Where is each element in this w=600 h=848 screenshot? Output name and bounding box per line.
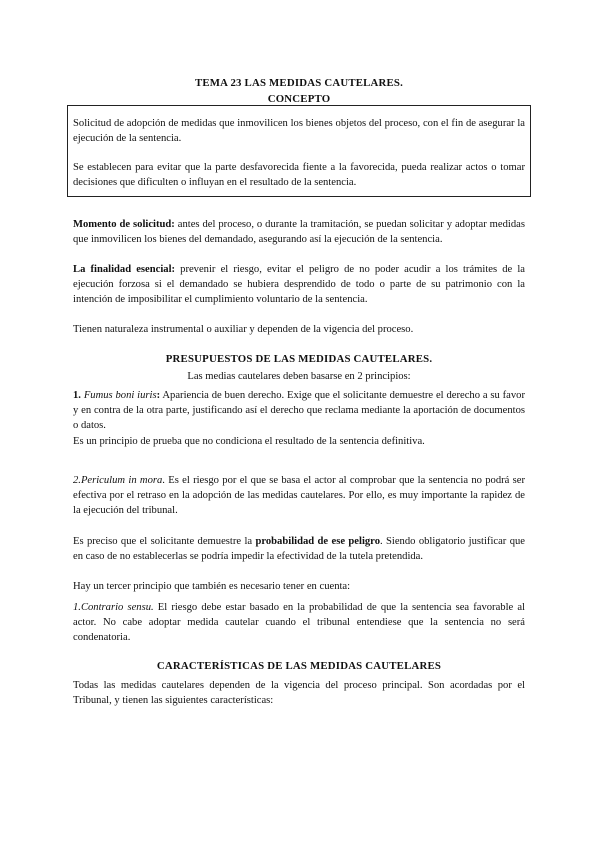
- paragraph-tercer: Hay un tercer principio que también es necesario tener en cuenta:: [73, 581, 351, 592]
- document-title: TEMA 23 LAS MEDIDAS CAUTELARES.: [194, 77, 404, 89]
- paragraph-periculum: [73, 473, 525, 518]
- concept-box: [67, 105, 531, 197]
- fumus-colon: :: [156, 390, 161, 401]
- section-heading-concepto: CONCEPTO: [267, 93, 331, 105]
- paragraph-contrario: [73, 600, 525, 645]
- finalidad-text: prevenir el riesgo, evitar el peligro de no poder acudir a los trámites de la ejecución forzosa si el demandado se hubiera desprendido de todo o parte de su patrimonio con la intención de imposibilitar el cumplimiento voluntario de la sentencia.: [73, 264, 525, 305]
- paragraph-momento: [73, 217, 525, 247]
- section-heading-presupuestos: PRESUPUESTOS DE LAS MEDIDAS CAUTELARES.: [165, 353, 433, 365]
- presupuestos-intro: Las medias cautelares deben basarse en 2 principios:: [187, 371, 411, 382]
- paragraph-finalidad: [73, 262, 525, 307]
- concept-definition: Solicitud de adopción de medidas que inmovilicen los bienes objetos del proceso, con el fin de asegurar la ejecución de la sentencia.: [73, 118, 525, 144]
- paragraph-caracteristicas: Todas las medidas cautelares dependen de la vigencia del proceso principal. Son acordadas por el Tribunal, y tienen las siguientes características:: [73, 680, 525, 706]
- periculum-term: 2.Periculum in mora: [73, 475, 163, 486]
- momento-text: antes del proceso, o durante la tramitación, se puedan solicitar y adoptar medidas que inmovilicen los bienes del demandado, asegurando así la ejecución de la sentencia.: [73, 219, 525, 245]
- finalidad-label: La finalidad esencial:: [73, 264, 176, 275]
- paragraph-fumus: [73, 388, 525, 433]
- fumus-note: Es un principio de prueba que no condiciona el resultado de la sentencia definitiva.: [73, 436, 425, 447]
- concept-purpose: Se establecen para evitar que la parte desfavorecida fiente a la favorecida, pueda realizar actos o tomar decisiones que dificulten o influyan en el resultado de la sentencia.: [73, 162, 525, 188]
- contrario-term: 1.Contrario sensu.: [73, 602, 154, 613]
- preciso-before: Es preciso que el solicitante demuestre la: [73, 536, 256, 547]
- paragraph-preciso: [73, 534, 525, 564]
- fumus-text: Apariencia de buen derecho. Exige que el solicitante demuestre el derecho a su favor y en contra de la otra parte, justificando así el derecho que reclama mediante la aportación de documentos o datos.: [73, 390, 525, 431]
- momento-label: Momento de solicitud:: [73, 219, 175, 230]
- fumus-number: 1.: [73, 390, 81, 401]
- contrario-text: El riesgo debe estar basado en la probabilidad de que la sentencia sea favorable al actor. No cabe adoptar medida cautelar cuando el tribunal entendiese que la sentencia no será condenatoria.: [73, 602, 525, 643]
- preciso-bold: probabilidad de ese peligro: [255, 536, 380, 547]
- periculum-text: . Es el riesgo por el que se basa el actor al comprobar que la sentencia no podrá ser efectiva por el retraso en la adopción de las medidas cautelares. Por ello, es muy importante la rapidez de la ejecución del tribunal.: [73, 475, 525, 516]
- section-heading-caracteristicas: CARACTERÍSTICAS DE LAS MEDIDAS CAUTELARES: [156, 660, 442, 672]
- paragraph-naturaleza: Tienen naturaleza instrumental o auxiliar y dependen de la vigencia del proceso.: [73, 324, 414, 335]
- preciso-after: . Siendo obligatorio justificar que en caso de no establecerlas se podría impedir la efectividad de la tutela pretendida.: [73, 536, 526, 562]
- fumus-term: Fumus boni iuris: [83, 390, 157, 401]
